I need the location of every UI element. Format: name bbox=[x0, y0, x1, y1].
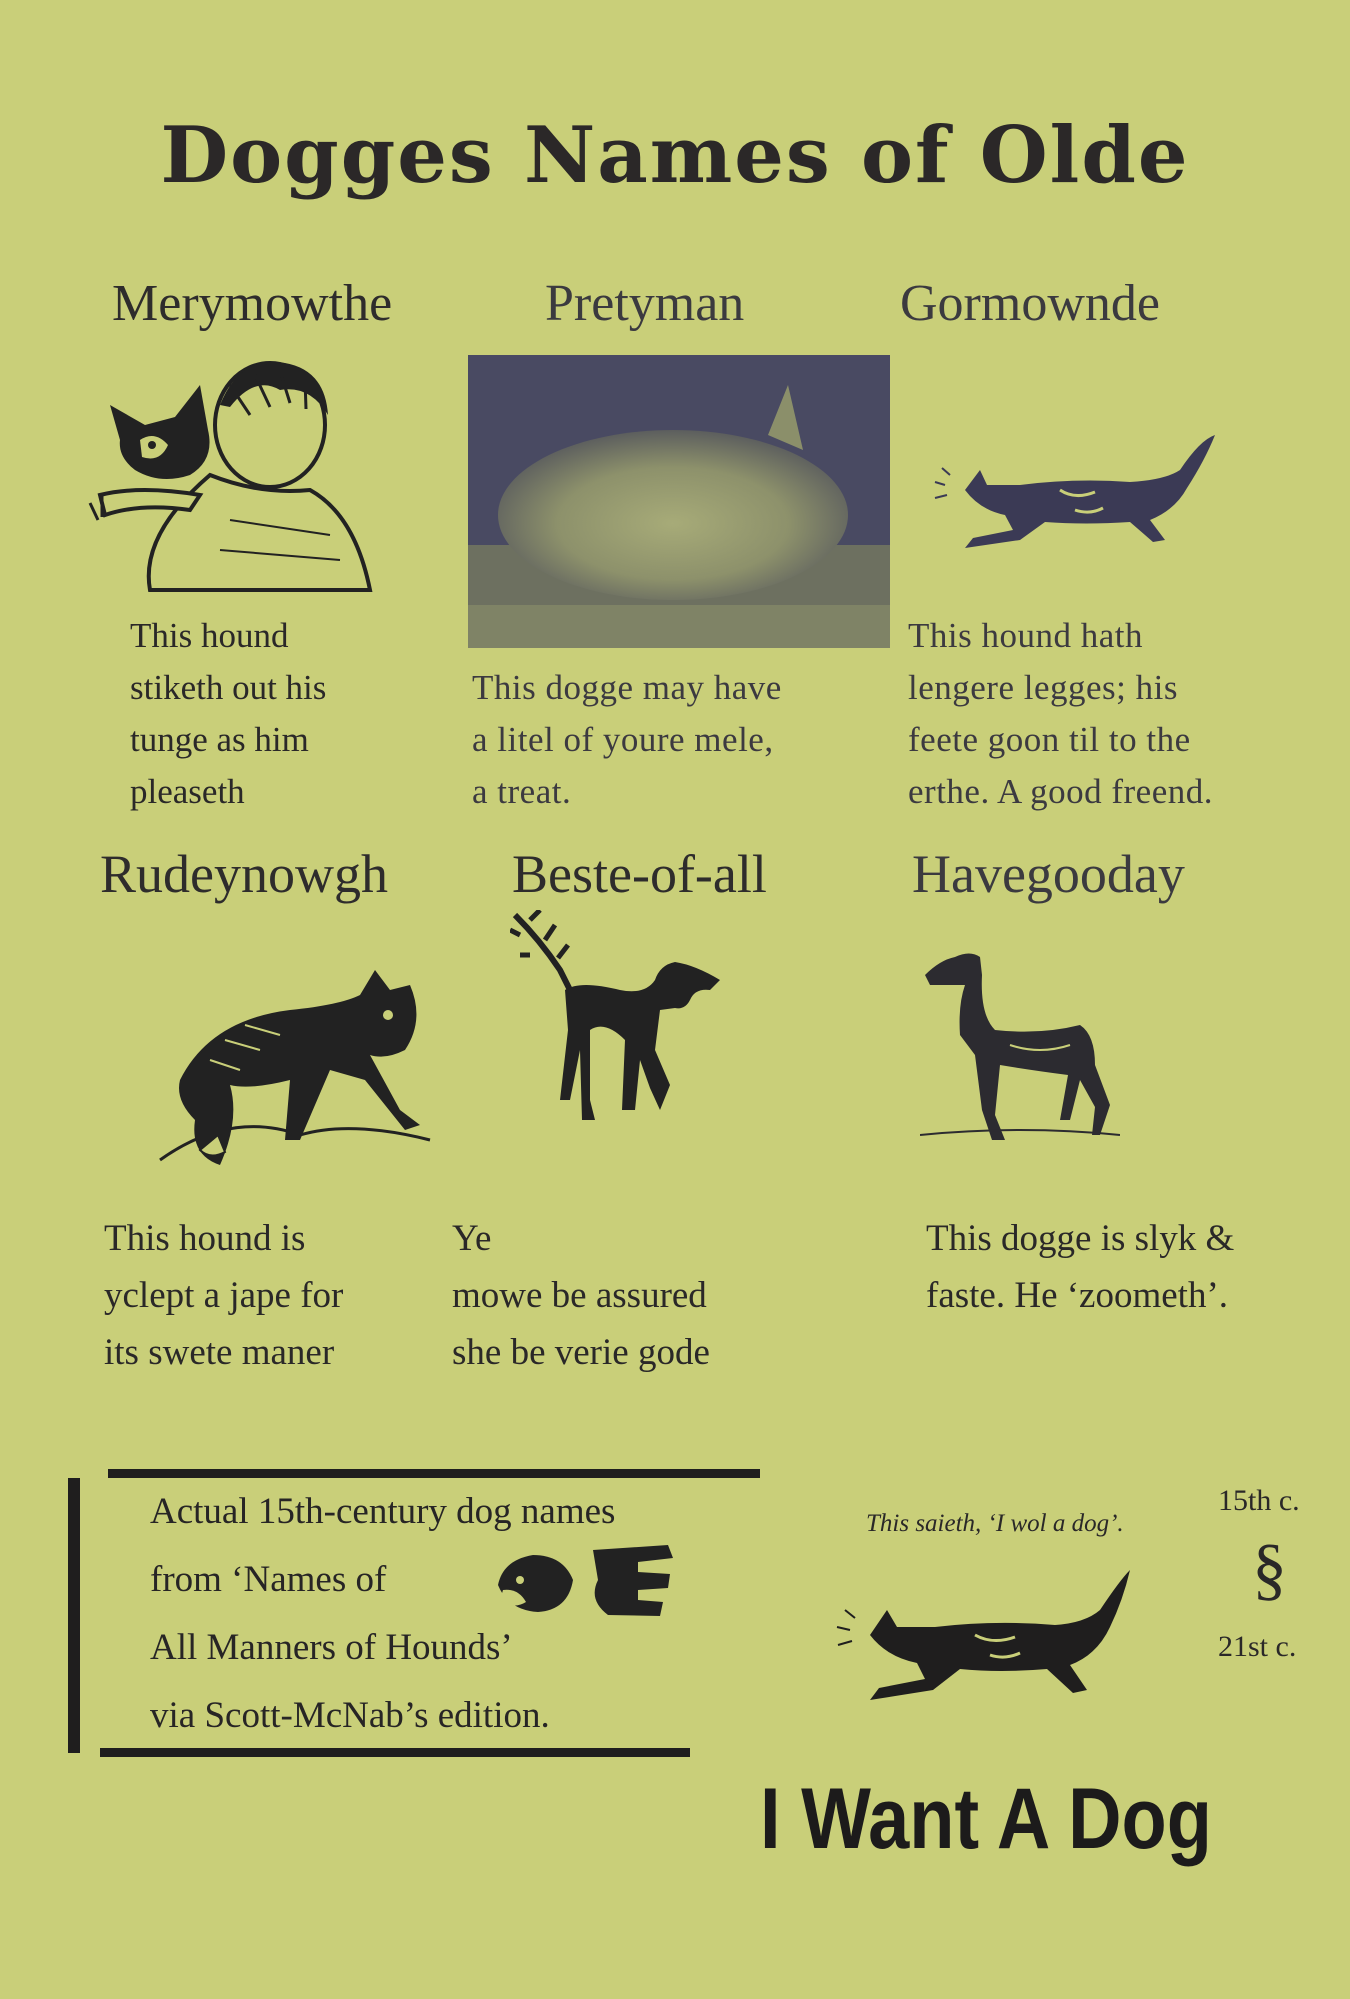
dog-description-gormownde bbox=[908, 610, 1213, 818]
fox-illustration bbox=[150, 960, 440, 1170]
source-line: via Scott-McNab’s edition. bbox=[150, 1695, 550, 1736]
description-line: feete goon til to the bbox=[908, 720, 1191, 759]
dog-name-merymowthe: Merymowthe bbox=[112, 275, 393, 332]
caption-quote: This saieth, ‘I wol a dog’. bbox=[866, 1510, 1124, 1537]
box-left-rule bbox=[68, 1478, 80, 1753]
description-line: Ye bbox=[452, 1218, 492, 1259]
dog-name-beste-of-all: Beste-of-all bbox=[512, 844, 767, 904]
dog-description-beste-of-all bbox=[452, 1210, 710, 1381]
description-line: yclept a jape for bbox=[104, 1275, 344, 1316]
description-line: a treat. bbox=[472, 772, 572, 811]
description-line: This dogge is slyk & bbox=[926, 1218, 1235, 1259]
pretyman-dog-photo bbox=[468, 355, 890, 648]
description-line: erthe. A good freend. bbox=[908, 772, 1213, 811]
description-line: she be verie gode bbox=[452, 1332, 710, 1373]
era-21st: 21st c. bbox=[1218, 1630, 1297, 1663]
dog-description-pretyman bbox=[472, 662, 782, 818]
section-mark: § bbox=[1252, 1531, 1287, 1608]
leaping-dog-illustration-black bbox=[825, 1565, 1140, 1715]
description-line: This hound bbox=[130, 616, 289, 655]
description-line: a litel of youre mele, bbox=[472, 720, 774, 759]
description-line: pleaseth bbox=[130, 772, 245, 811]
dog-description-rudeynowgh bbox=[104, 1210, 343, 1381]
source-line: from ‘Names of bbox=[150, 1559, 387, 1600]
source-line: Actual 15th-century dog names bbox=[150, 1491, 616, 1532]
description-line: its swete maner bbox=[104, 1332, 335, 1373]
description-line: lengere legges; his bbox=[908, 668, 1178, 707]
dog-name-rudeynowgh: Rudeynowgh bbox=[100, 844, 388, 904]
box-top-rule bbox=[108, 1469, 760, 1478]
description-line: faste. He ‘zoometh’. bbox=[926, 1275, 1229, 1316]
dog-head-and-pointing-hand-icon bbox=[488, 1540, 683, 1620]
dog-description-merymowthe bbox=[130, 610, 326, 818]
era-15th: 15th c. bbox=[1218, 1484, 1300, 1517]
page-title: Dogges Names of Olde bbox=[160, 110, 1190, 201]
description-line: This dogge may have bbox=[472, 668, 782, 707]
description-line: tunge as him bbox=[130, 720, 309, 759]
dog-name-gormownde: Gormownde bbox=[900, 275, 1160, 332]
description-line: This hound is bbox=[104, 1218, 306, 1259]
stick-figure-dog-illustration bbox=[510, 910, 730, 1140]
dog-name-havegooday: Havegooday bbox=[912, 844, 1185, 904]
dog-name-pretyman: Pretyman bbox=[545, 275, 745, 332]
description-line: This hound hath bbox=[908, 616, 1143, 655]
leaping-dog-illustration-blue bbox=[925, 430, 1225, 560]
description-line: stiketh out his bbox=[130, 668, 327, 707]
description-line: mowe be assured bbox=[452, 1275, 707, 1316]
dog-description-havegooday bbox=[926, 1210, 1234, 1324]
slogan: I Want A Dog bbox=[760, 1771, 1212, 1867]
source-line: All Manners of Hounds’ bbox=[150, 1627, 513, 1668]
greyhound-illustration bbox=[920, 945, 1120, 1145]
boy-hugging-dog-illustration bbox=[80, 345, 380, 600]
